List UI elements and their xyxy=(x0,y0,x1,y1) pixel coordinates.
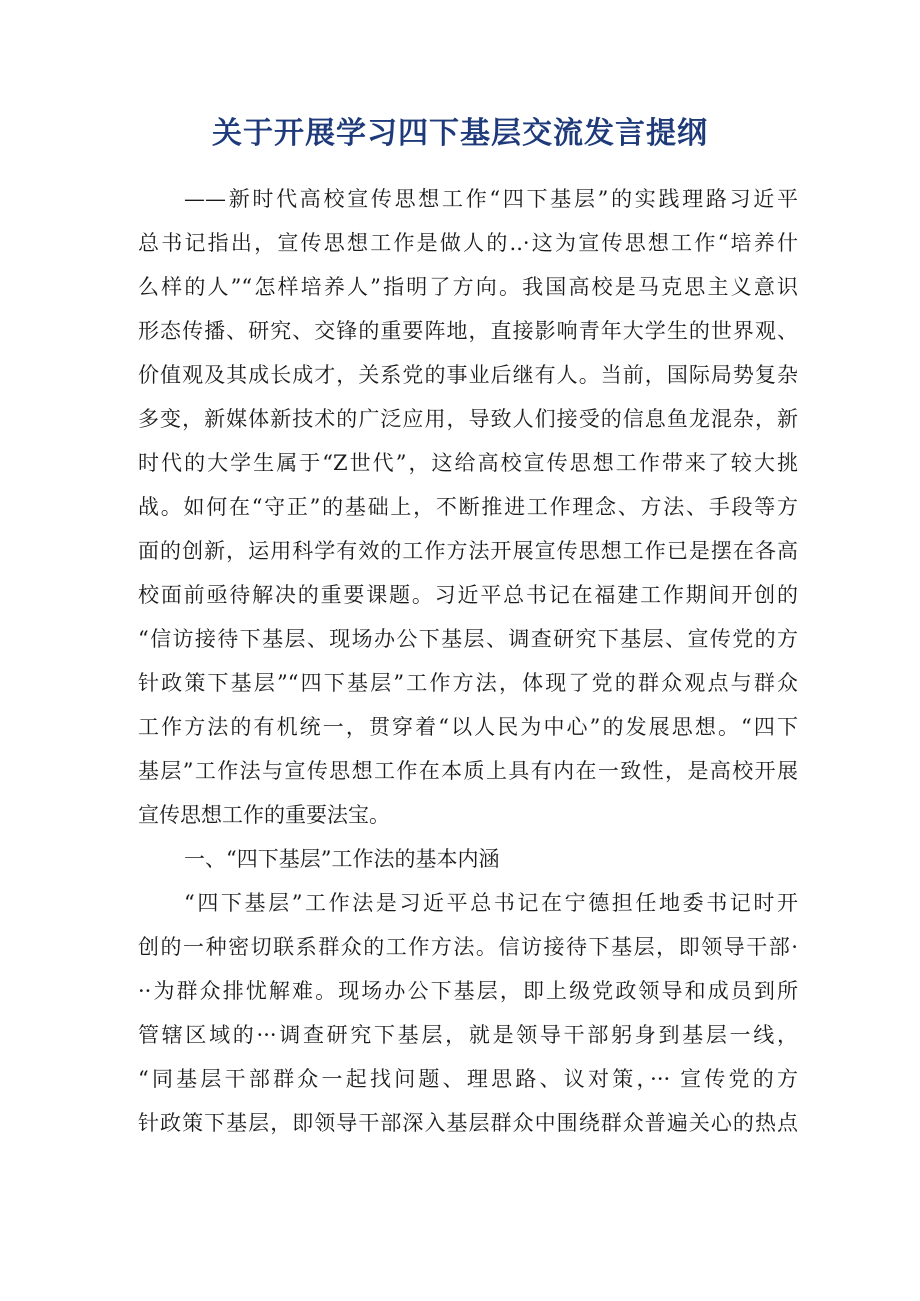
text-line: 管辖区域的···调查研究下基层，就是领导干部躬身到基层一线， xyxy=(138,1023,798,1047)
text-line: 多变，新媒体新技术的广泛应用，导致人们接受的信息鱼龙混杂，新 xyxy=(138,407,798,431)
text-line: 价值观及其成长成才，关系党的事业后继有人。当前，国际局势复杂 xyxy=(138,363,798,387)
text-line: 创的一种密切联系群众的工作方法。信访接待下基层，即领导干部· xyxy=(138,935,798,959)
text-line: 针政策下基层，即领导干部深入基层群众中围绕群众普遍关心的热点 xyxy=(138,1111,798,1135)
text-line: 形态传播、研究、交锋的重要阵地，直接影响青年大学生的世界观、 xyxy=(138,319,798,343)
text-line: “同基层干部群众一起找问题、理思路、议对策，··· 宣传党的方 xyxy=(138,1067,798,1091)
text-line: 针政策下基层”“四下基层”工作方法，体现了党的群众观点与群众 xyxy=(138,671,798,695)
text-line: 总书记指出，宣传思想工作是做人的..·这为宣传思想工作“培养什 xyxy=(138,231,798,255)
text-line: ——新时代高校宣传思想工作“四下基层”的实践理路习近平 xyxy=(184,187,798,211)
text-line: 工作方法的有机统一，贯穿着“以人民为中心”的发展思想。“四下 xyxy=(138,715,798,739)
text-line: 么样的人”“怎样培养人”指明了方向。我国高校是马克思主义意识 xyxy=(138,275,798,299)
text-line: ··为群众排忧解难。现场办公下基层，即上级党政领导和成员到所 xyxy=(138,979,798,1003)
text-line: 面的创新，运用科学有效的工作方法开展宣传思想工作已是摆在各高 xyxy=(138,539,798,563)
document-title: 关于开展学习四下基层交流发言提纲 xyxy=(212,116,708,151)
text-line: “信访接待下基层、现场办公下基层、调查研究下基层、宣传党的方 xyxy=(138,627,798,651)
text-line: “四下基层”工作法是习近平总书记在宁德担任地委书记时开 xyxy=(184,891,798,915)
text-line: 校面前亟待解决的重要课题。习近平总书记在福建工作期间开创的 xyxy=(138,583,798,607)
text-line: 时代的大学生属于“Z世代”，这给高校宣传思想工作带来了较大挑 xyxy=(138,451,798,475)
text-line: 战。如何在“守正”的基础上，不断推进工作理念、方法、手段等方 xyxy=(138,495,798,519)
section-heading: 一、“四下基层”工作法的基本内涵 xyxy=(184,847,500,871)
text-line: 基层”工作法与宣传思想工作在本质上具有内在一致性，是高校开展 xyxy=(138,759,798,783)
text-line: 宣传思想工作的重要法宝。 xyxy=(138,803,390,827)
